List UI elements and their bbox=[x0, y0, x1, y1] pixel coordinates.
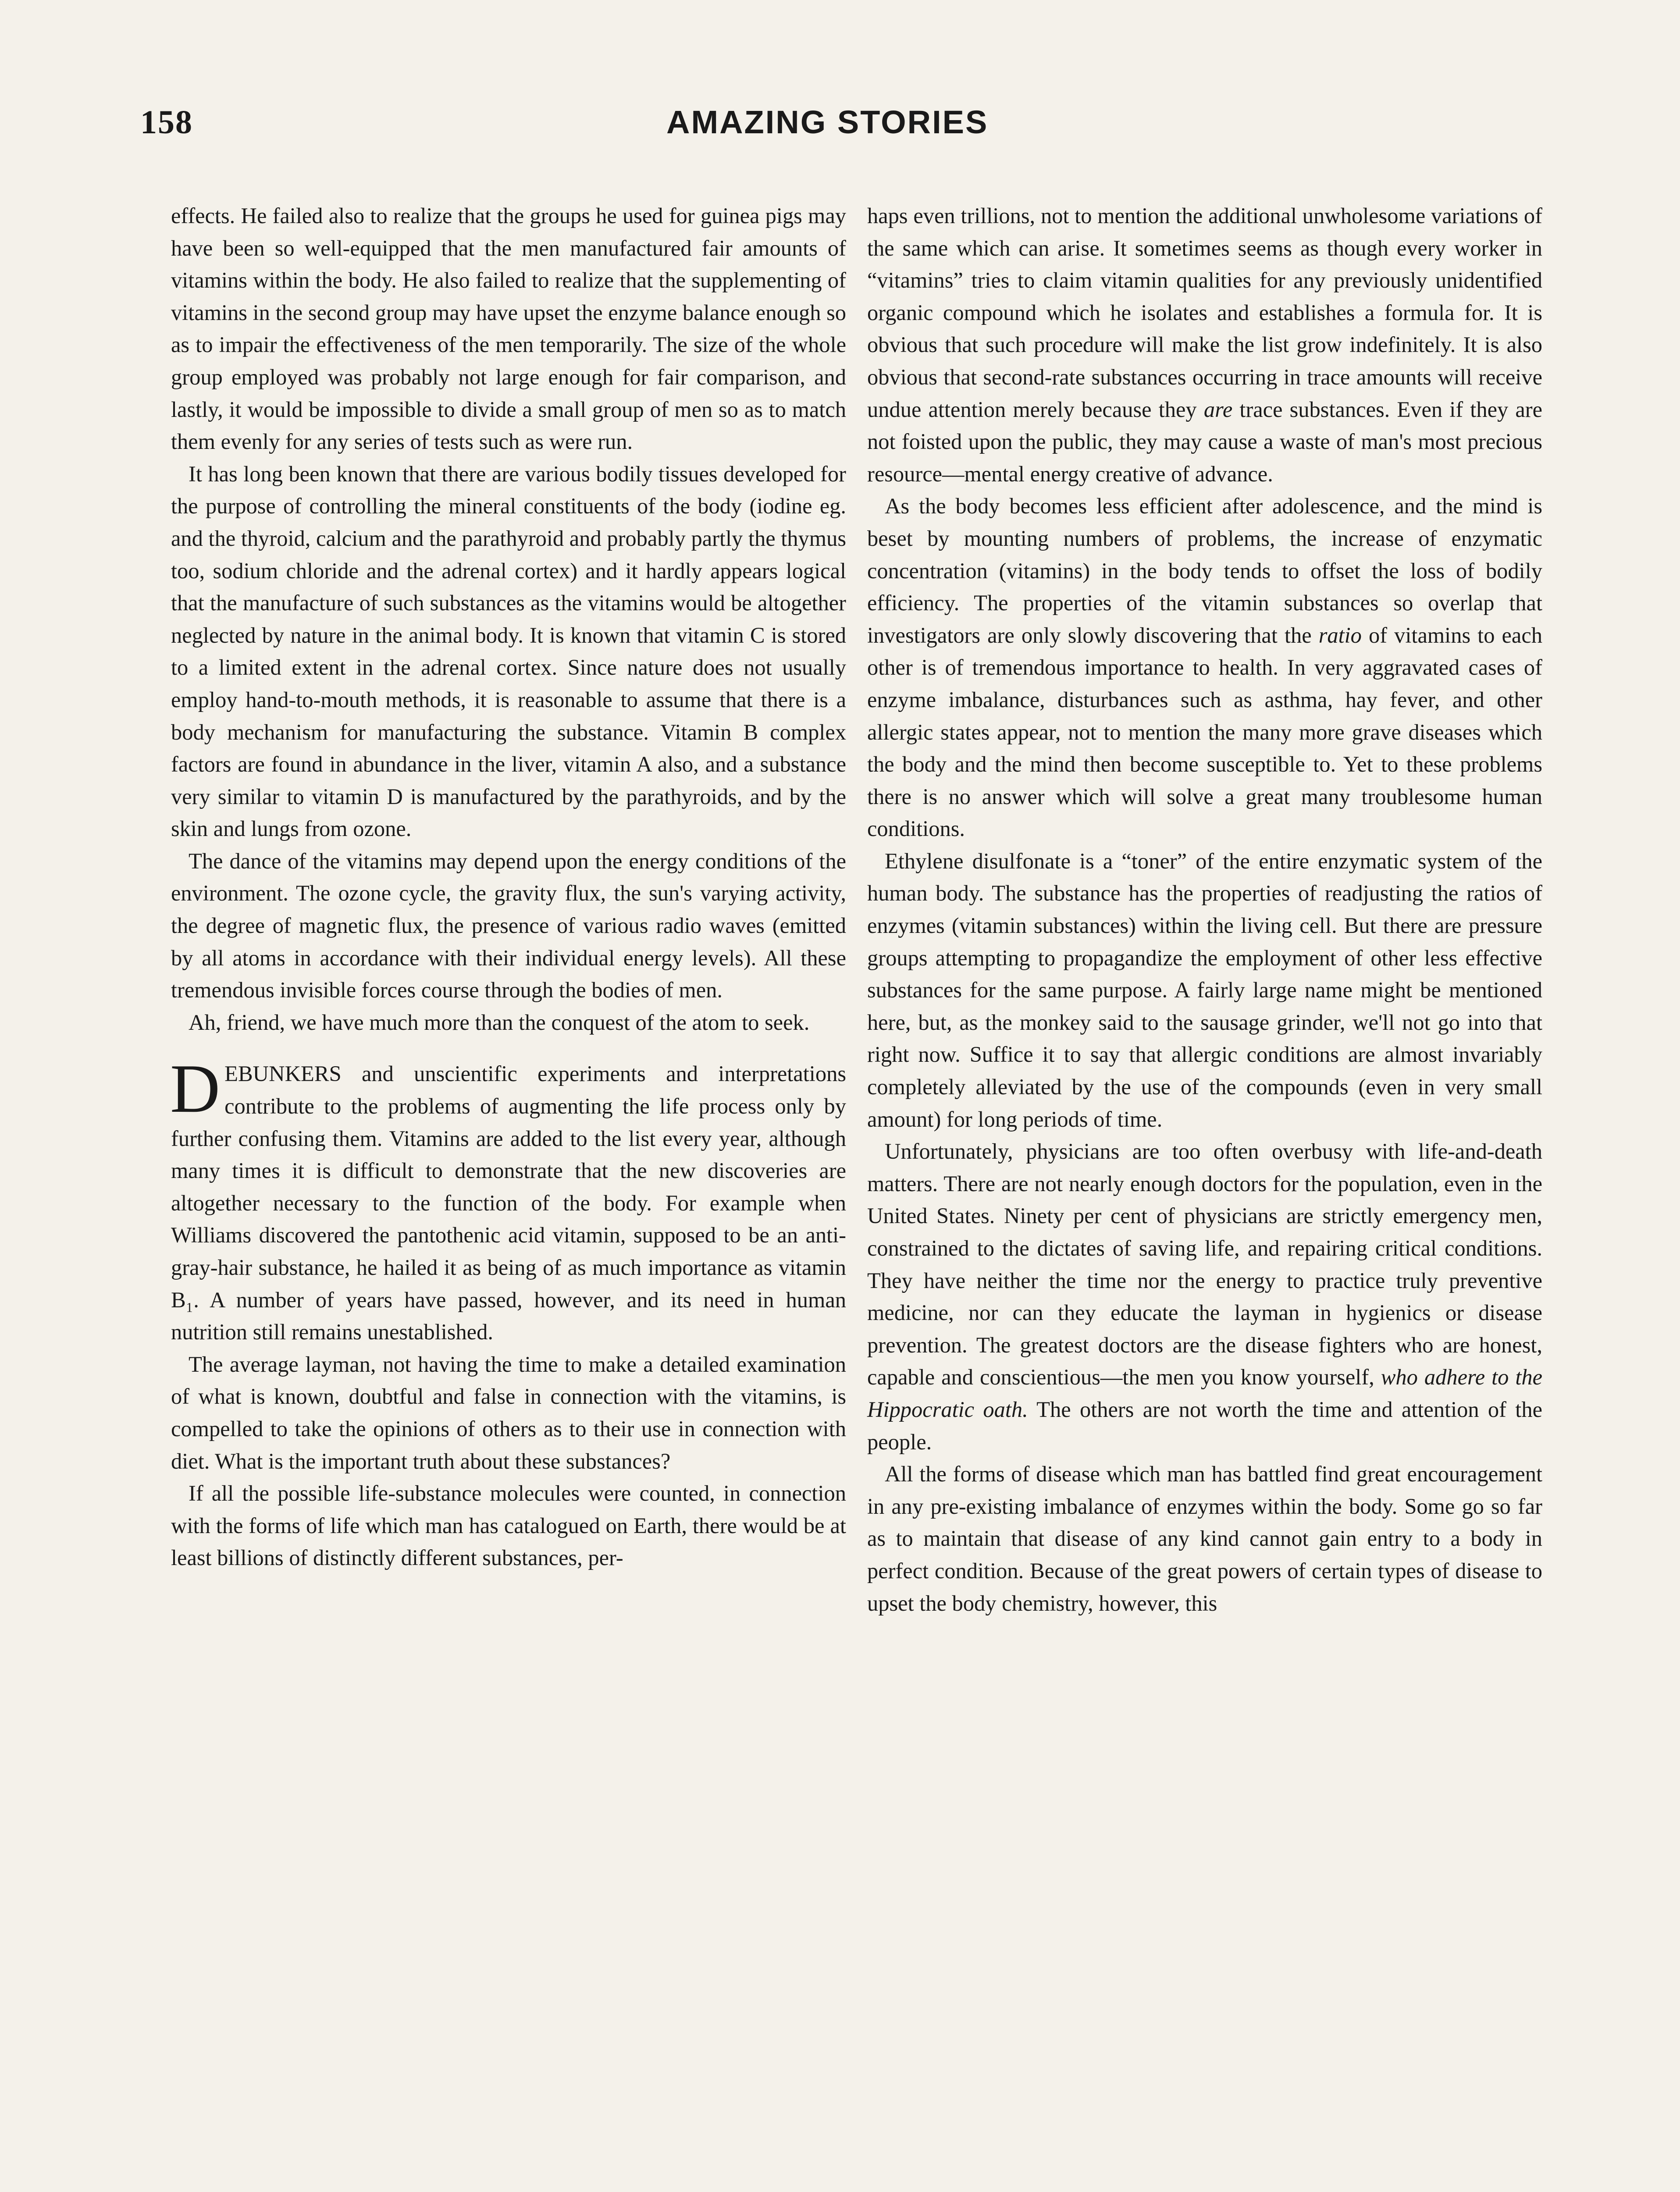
paragraph: Ethylene disulfonate is a “toner” of the entire enzymatic system of the human body. The substance has the properties of readjusting the ratios of enzymes (vitamin substances) within the living cell. But there are pressure groups attempting to propagandize the employment of other less effective substances for the same purpose. A fairly large name might be mentioned here, but, as the monkey said to the sausage grinder, we'll not go into that right now. Suffice it to say that allergic conditions are almost invariably completely alleviated by the use of the compounds (even in very small amount) for long periods of time. bbox=[867, 848, 1542, 1132]
emphasis: who adhere to the Hippocratic oath. bbox=[867, 1365, 1543, 1422]
drop-cap: D bbox=[170, 1050, 221, 1128]
paragraph-text: trace substances. Even if they are not foisted upon the public, they may cause a waste of man's most precious resource—mental energy creative of advance. bbox=[867, 397, 1543, 486]
emphasis: ratio bbox=[1318, 623, 1362, 648]
running-head: AMAZING STORIES bbox=[666, 104, 989, 140]
right-column bbox=[867, 200, 1542, 1619]
paragraph: All the forms of disease which man has battled find great encouragement in any pre-existing imbalance of enzymes within the body. Some go so far as to maintain that disease of any kind cannot gain entry to a body in perfect condition. Because of the great powers of certain types of disease to upset the body chemistry, however, this bbox=[867, 1462, 1542, 1616]
paragraph-text: Unfortunately, physicians are too often overbusy with life-and-death matters. There are not nearly enough doctors for the population, even in the United States. Ninety per cent of physicians are strictly emergency men, constrained to the dictates of saving life, and repairing critical conditions. They have neither the time nor the energy to practice truly preventive medicine, nor can they educate the layman in hygienics or disease prevention. The greatest doctors are the disease fighters who are honest, capable and conscientious—the men you know yourself, bbox=[867, 1139, 1542, 1390]
paragraph: The dance of the vitamins may depend upon the energy conditions of the environment. The ozone cycle, the gravity flux, the sun's varying activity, the degree of magnetic flux, the presence of various radio waves (emitted by all atoms in accordance with their individual energy levels). All these tremendous invisible forces course through the bodies of men. bbox=[171, 848, 846, 1003]
paragraph: It has long been known that there are various bodily tissues developed for the purpose of controlling the mineral constituents of the body (iodine eg. and the thyroid, calcium and the parathyroid and probably partly the thymus too, sodium chloride and the adrenal cortex) and it hardly appears logical that the manufacture of such substances as the vitamins would be altogether neglected by nature in the animal body. It is known that vitamin C is stored to a limited extent in the adrenal cortex. Since nature does not usually employ hand-to-mouth methods, it is reasonable to assume that there is a body mechanism for manufacturing the substance. Vitamin B complex factors are found in abundance in the liver, vitamin A also, and a substance very similar to vitamin D is manufactured by the parathyroids, and by the skin and lungs from ozone. bbox=[171, 461, 846, 841]
paragraph bbox=[867, 1135, 1542, 1458]
paragraph-text: The others are not worth the time and attention of the people. bbox=[867, 1397, 1543, 1454]
paragraph-text: of vitamins to each other is of tremendous importance to health. In very aggravated cases of enzyme imbalance, disturbances such as asthma, hay fever, and other allergic states appear, not to mention the many more grave diseases which the body and the mind then become susceptible to. Yet to these problems there is no answer which will solve a great many troublesome human conditions. bbox=[867, 623, 1543, 841]
paragraph-text: haps even trillions, not to mention the additional unwholesome variations of the same which can arise. It sometimes seems as though every worker in “vitamins” tries to claim vitamin qualities for any previously unidentified organic compound which he isolates and establishes a formula for. It is obvious that such procedure will make the list grow indefinitely. It is also obvious that second-rate substances occurring in trace amounts will receive undue attention merely because they bbox=[867, 203, 1542, 422]
paragraph bbox=[867, 200, 1542, 490]
emphasis: are bbox=[1203, 397, 1233, 422]
page-header bbox=[140, 103, 1403, 165]
left-column bbox=[171, 200, 846, 1574]
paragraph bbox=[867, 490, 1542, 845]
page-number: 158 bbox=[140, 104, 193, 141]
paragraph: The average layman, not having the time to make a detailed examination of what is known, doubtful and false in connection with the vitamins, is compelled to take the opinions of others as to their use in connection with diet. What is the important truth about these substances? bbox=[171, 1352, 846, 1473]
paragraph: effects. He failed also to realize that the groups he used for guinea pigs may have been so well-equipped that the men manufactured fair amounts of vitamins within the body. He also failed to realize that the supplementing of vitamins in the second group may have upset the enzyme balance enough so as to impair the effectiveness of the men temporarily. The size of the whole group employed was probably not large enough for fair comparison, and lastly, it would be impossible to divide a small group of men so as to match them evenly for any series of tests such as were run. bbox=[171, 203, 846, 454]
paragraph-text: As the body becomes less efficient after adolescence, and the mind is beset by mounting numbers of problems, the increase of enzymatic concentration (vitamins) in the body tends to offset the loss of bodily efficiency. The properties of the vitamin substances so overlap that investigators are only slowly discovering that the bbox=[867, 494, 1542, 648]
paragraph: Ah, friend, we have much more than the conquest of the atom to seek. bbox=[189, 1010, 810, 1035]
paragraph: If all the possible life-substance molecules were counted, in connection with the forms of life which man has catalogued on Earth, there would be at least billions of distinctly different substances, per- bbox=[171, 1481, 846, 1570]
paragraph-text: EBUNKERS and unscientific experiments and interpretations contribute to the problems of augmenting the life process only by further confusing them. Vitamins are added to the list every year, although many times it is difficult to demonstrate that the new discoveries are altogether necessary to the function of the body. For example when Williams discovered the pantothenic acid vitamin, supposed to be an anti-gray-hair substance, he hailed it as being of as much importance as vitamin B₁. A number of years have passed, however, and its need in human nutrition still remains unestablished. bbox=[171, 1061, 846, 1345]
section-start-paragraph bbox=[170, 1050, 846, 1348]
